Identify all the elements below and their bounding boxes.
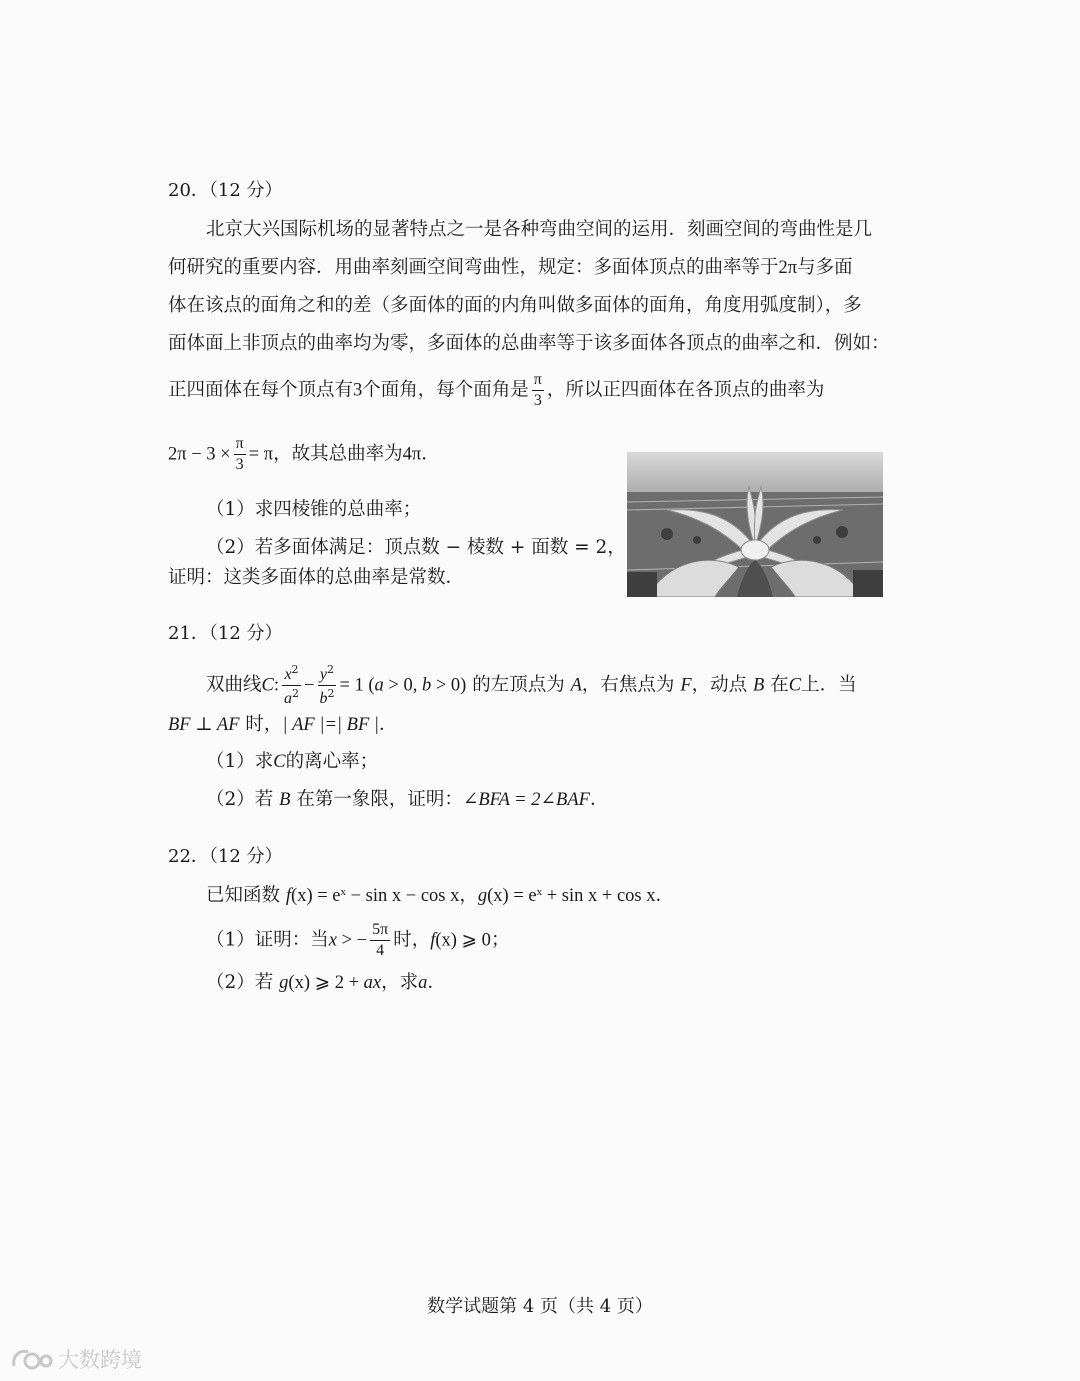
y2-over-b2-fraction: $\frac{y^2}{b^2}$ [319,663,335,707]
q21-text-line2: BF ⊥ AF 时，| AF |=| BF |． [168,714,398,735]
q21-subquestion-1: （1）求C的离心率； [206,751,379,772]
pi-over-3-fraction: $\frac{\pi}{3}$ [533,371,542,409]
five-pi-over-4-fraction: $\frac{5\pi}{4}$ [372,921,389,959]
watermark-logo-icon [10,1346,54,1372]
q20-text-line2: 何研究的重要内容．用曲率刻画空间弯曲性，规定：多面体顶点的曲率等于2π与多面 [168,257,853,278]
watermark: 大数跨境 [10,1344,142,1374]
airport-aerial-photo [627,452,883,597]
q20-text-line1: 北京大兴国际机场的显著特点之一是各种弯曲空间的运用．刻画空间的弯曲性是几 [206,219,873,240]
q20-text-line5: 正四面体在每个顶点有3个面角，每个面角是 $\frac{\pi}{3}$ ，所以正四面体在各顶点的曲率为 [168,371,825,409]
x2-over-a2-fraction: $\frac{x^2}{a^2}$ [284,663,299,707]
q20-header: 20．（12 分） [168,180,283,201]
q20-text-line3: 体在该点的面角之和的差（多面体的面的内角叫做多面体的面角，角度用弧度制），多 [168,295,862,316]
q21-text-line1: 双曲线C: $\frac{x^2}{a^2}$ − $\frac{y^2}{b^2}$ = 1 (a > 0, b > 0) 的左顶点为 A，右焦点为 F，动点 B 在C上．当 [206,663,857,707]
q20-subquestion-2-cont: 证明：这类多面体的总曲率是常数． [168,567,465,588]
q20-subquestion-1: （1）求四棱锥的总曲率； [206,499,422,520]
q20-text-line6: 2π − 3 × $\frac{\pi}{3}$ = π，故其总曲率为4π． [168,435,440,473]
q22-header: 22．（12 分） [168,846,283,867]
q21-subquestion-2: （2）若 B 在第一象限，证明：∠BFA = 2∠BAF． [206,789,609,810]
q22-subquestion-2: （2）若 g(x) ⩾ 2 + ax，求a． [206,972,446,993]
page-footer: 数学试题第 4 页（共 4 页） [427,1296,653,1317]
q22-subquestion-1: （1）证明：当x > − $\frac{5\pi}{4}$ 时，f(x) ⩾ 0； [206,921,510,959]
q22-text-line1: 已知函数 $f(x) = e^x - \sin x - \cos x$，$g(x) = e^x + \sin x + \cos x$． [206,885,674,906]
q20-subquestion-2: （2）若多面体满足：顶点数 − 棱数 + 面数 = 2， [206,537,626,558]
q21-header: 21．（12 分） [168,623,283,644]
q20-text-line4: 面体面上非顶点的曲率均为零，多面体的总曲率等于该多面体各顶点的曲率之和．例如： [168,333,890,354]
